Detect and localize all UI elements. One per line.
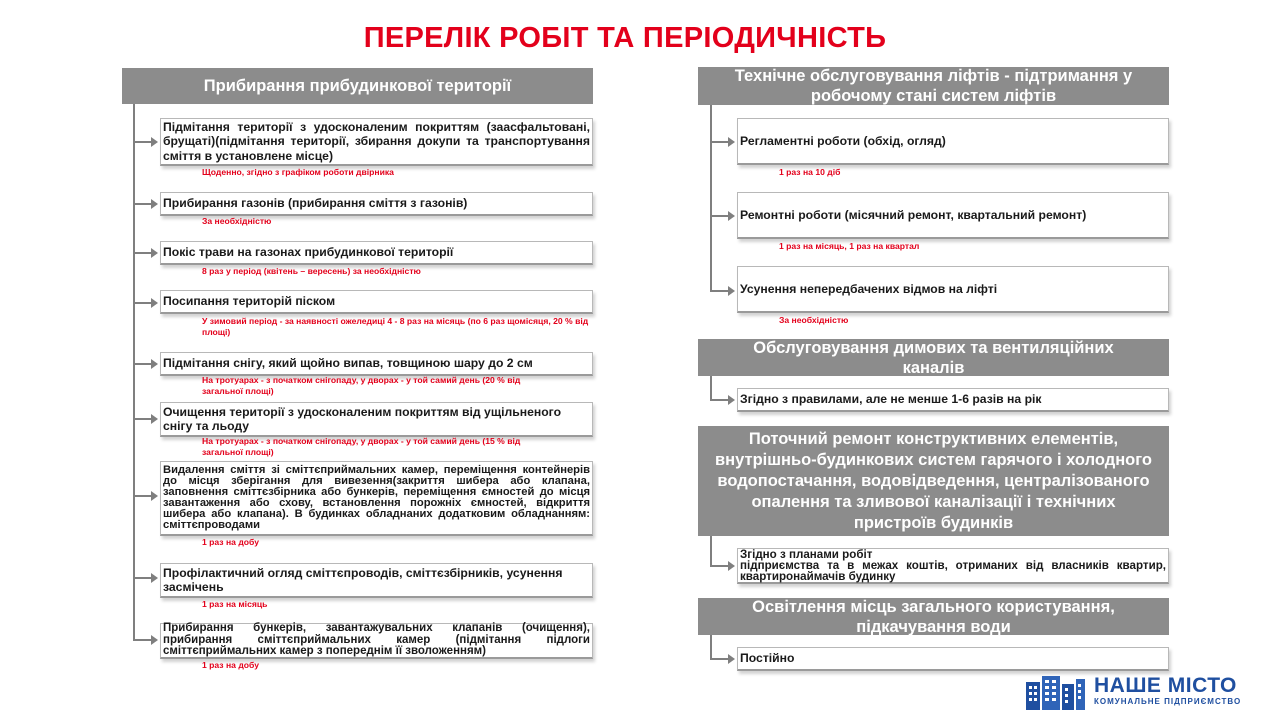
left-item-1: Підмітання території з удосконаленим покриттям (заасфальтовані, брущаті)(підмітання території, збирання докупи та транспортування сміття в установлене місце) [160,118,593,166]
page-title: ПЕРЕЛІК РОБІТ ТА ПЕРІОДИЧНІСТЬ [363,22,887,54]
repair-item [737,548,1169,584]
left-item-5: Підмітання снігу, який щойно випав, товщиною шару до 2 см [160,352,593,376]
left-item-8: Профілактичний огляд сміттєпроводів, сміттєзбірників, усунення засмічень [160,563,593,598]
lifts-item-2: Ремонтні роботи (місячний ремонт, квартальний ремонт) [737,192,1169,239]
building-logo-icon [1024,676,1086,710]
repair-item-line-2: підприємства та в межах коштів, отриманих від власників квартир, квартиронаймачів будинку [740,559,1166,583]
left-arrow-5 [133,363,153,365]
lifts-section-header-text: Технічне обслуговування ліфтів - підтримання у робочому стані систем ліфтів [734,67,1133,105]
lifts-arrow-2 [710,215,730,217]
left-arrow-2 [133,203,153,205]
left-item-4: Посипання територій піском [160,290,593,314]
left-arrow-4 [133,302,153,304]
repair-item-line-1: Згідно з планами робіт [740,548,873,561]
left-note-1: Щоденно, згідно з графіком роботи двірника [202,167,394,177]
lifts-note-1: 1 раз на 10 діб [779,167,841,177]
left-item-6: Очищення території з удосконаленим покриттям від ущільненого снігу та льоду [160,402,593,437]
lifts-note-3: За необхідністю [779,315,849,325]
left-section-header-text: Прибирання прибудинкової території [203,76,512,95]
left-arrow-3 [133,252,153,254]
repair-tree-line [710,536,712,567]
left-note-5: На тротуарах - з початком снігопаду, у дворах - у той самий день (20 % від загальної площі) [202,375,521,396]
left-tree-line [133,104,135,641]
chimneys-arrow [710,399,730,401]
chimneys-section-header-text: Обслуговування димових та вентиляційних каналів [753,338,1114,377]
left-arrow-9 [133,639,153,641]
lifts-item-3: Усунення непередбачених відмов на ліфті [737,266,1169,313]
repair-section-header [698,426,1169,536]
left-item-7: Видалення сміття зі сміттєприймальних камер, переміщення контейнерів до місця зберігання для вивезення(закриття шибера або клапана, заповнення сміттєзбірника або бункерів, переміщення ємностей до місця завантаження або схову, встановлення порожніх ємностей, відкриття шибера або клапана). В будинках обладнаних додатковим обладнанням: сміттєпроводами [160,461,593,536]
left-note-8: 1 раз на місяць [202,599,268,609]
left-arrow-8 [133,577,153,579]
left-section-header [122,68,593,104]
repair-section-header-text: Поточний ремонт конструктивних елементів, внутрішньо-будинкових систем гарячого і холодного водопостачання, водовідведення, централізованого опалення та зливової каналізації і технічних пристроїв будинків [715,429,1152,532]
lighting-section-header-text: Освітлення місць загального користування, підкачування води [752,597,1115,636]
lighting-tree-line [710,635,712,660]
lifts-tree-line [710,105,712,291]
lifts-item-1: Регламентні роботи (обхід, огляд) [737,118,1169,165]
lighting-arrow [710,658,730,660]
left-note-7: 1 раз на добу [202,537,259,547]
lighting-section-header [698,598,1169,635]
left-arrow-1 [133,141,153,143]
left-arrow-6 [133,418,153,420]
left-item-3: Покіс трави на газонах прибудинкової території [160,241,593,265]
company-logo [1024,676,1266,710]
lighting-item: Постійно [737,647,1169,671]
chimneys-section-header [698,339,1169,376]
left-arrow-7 [133,495,153,497]
lifts-note-2: 1 раз на місяць, 1 раз на квартал [779,241,920,251]
left-note-9: 1 раз на добу [202,660,259,670]
left-note-3: 8 раз у період (квітень – вересень) за необхідністю [202,266,421,276]
lifts-arrow-1 [710,141,730,143]
left-item-2: Прибирання газонів (прибирання сміття з газонів) [160,192,593,216]
left-note-2: За необхідністю [202,216,272,226]
left-note-6: На тротуарах - з початком снігопаду, у дворах - у той самий день (15 % від загальної площі) [202,436,521,457]
left-item-9: Прибирання бункерів, завантажувальних клапанів (очищення), прибирання сміттєприймальних камер (підмітання підлоги сміттєприймальних камер з попереднім її зволоженням) [160,623,593,659]
repair-arrow [710,565,730,567]
logo-subtitle: КОМУНАЛЬНЕ ПІДПРИЄМСТВО [1094,697,1242,706]
chimneys-tree-line [710,376,712,401]
logo-name: НАШЕ МІСТО [1094,674,1237,697]
lifts-section-header [698,67,1169,105]
chimneys-item: Згідно з правилами, але не менше 1-6 разів на рік [737,388,1169,412]
left-note-4: У зимовий період - за наявності ожеледиці 4 - 8 раз на місяць (по 6 раз щомісяця, 20 % від площі) [202,316,589,337]
lifts-arrow-3 [710,290,730,292]
